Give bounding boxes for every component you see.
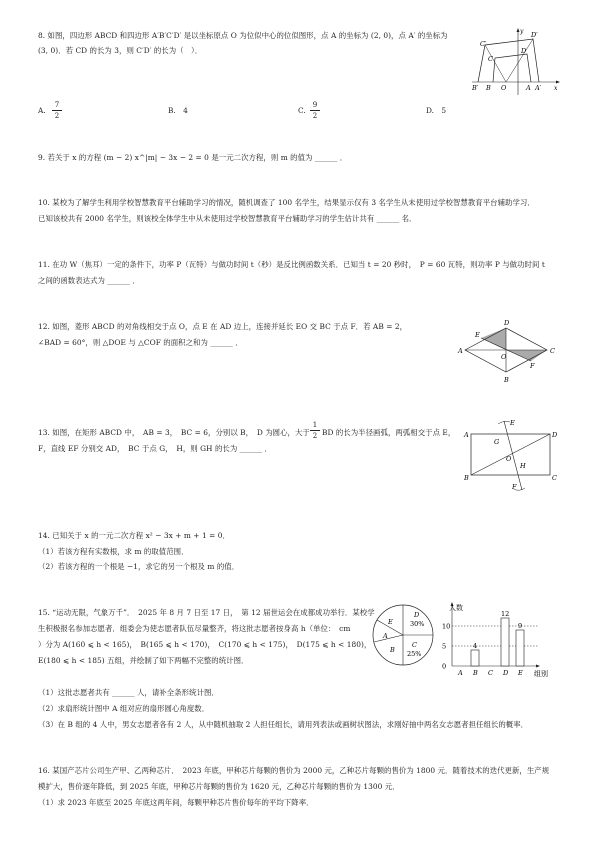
q13-line1b: BD 的长为半径画弧，两弧相交于点 E， [322,428,456,437]
pie-label-D-pct: 30% [410,620,425,628]
q15-line3: ）分为 A(160 ⩽ h < 165)， B(165 ⩽ h < 170)， C(170 ⩽ h < 175)， D(175 ⩽ h < 180)， [38,640,372,649]
q8-option-c: C. [298,106,306,115]
q8-option-a: A. [38,106,46,115]
q8-label-B: B [486,84,491,92]
q8-figure [468,27,560,97]
q8-label-D: D [521,47,527,55]
q9-line1: 9. 若关于 x 的方程 (m − 2) x^|m| − 3x − 2 = 0 是一元二次方程，则 m 的值为 ______ ． [38,153,348,162]
q8-label-C: C [488,55,493,63]
q13-label-H: H [520,462,526,470]
q12-label-B: B [504,376,509,384]
q8-label-D2: D′ [531,31,538,39]
q8-option-d: D. 5 [426,106,447,115]
q15-bar-chart [438,600,550,680]
q13-half-fraction: 1 2 [310,421,320,440]
q13-line2: F，直线 EF 分别交 AD， BC 于点 G， H，则 GH 的长为 ______ ． [38,444,272,453]
q13-label-D: D [552,431,558,439]
bar-D [501,618,509,666]
q12-label-A: A [458,347,463,355]
bar-x-tick-B: B [473,669,478,677]
q14-line1: 14. 已知关于 x 的一元二次方程 x² − 3x + m + 1 = 0． [38,531,230,540]
q8-label-C2: C′ [480,40,487,48]
q8-option-b: B. 4 [168,106,188,115]
q12-label-E: E [475,331,480,339]
q12-label-D: D [504,319,510,327]
q16-line1: 16. 某国产芯片公司生产甲、乙两种芯片． 2023 年底，甲种芯片每颗的售价为 2000 元，乙种芯片每颗的售价为 1800 元．随着技术的迭代更新，生产规 [38,766,550,775]
q12-label-O: O [501,353,507,361]
pie-label-D: D [414,611,420,619]
q10-line1: 10. 某校为了解学生利用学校智慧教育平台辅助学习的情况，随机调查了 100 名学生，结果显示仅有 3 名学生从未使用过学校智慧教育平台辅助学习． [38,198,535,207]
q13-label-C: C [552,474,557,482]
pie-label-C: C [412,641,417,649]
bar-value-E: 9 [518,622,523,630]
q16-line2: 模扩大，售价逐年降低，到 2025 年底，甲种芯片每颗的售价为 1620 元，乙种芯片每颗的售价为 1300 元． [38,782,400,791]
q12-line2: ∠BAD = 60°，则 △DOE 与 △COF 的面积之和为 ______ ． [38,338,243,347]
q8-line2: (3, 0)．若 CD 的长为 3，则 C′D′ 的长为（ ）． [38,46,203,55]
pie-label-B: B [390,646,395,654]
q8-label-x: x [554,85,558,92]
bar-B [471,650,479,666]
q15-pie-chart [370,602,436,668]
q12-label-F: F [530,362,535,370]
q8-line1: 8. 如图，四边形 ABCD 和四边形 A′B′C′D′ 是以坐标原点 O 为位似中心的位似图形，点 A 的坐标为 (2, 0)，点 A′ 的坐标为 [38,31,448,40]
q14-line2: （1）若该方程有实数根，求 m 的取值范围． [38,547,189,556]
bar-x-axis-title: 组别 [534,670,548,678]
q8-label-A: A [526,84,531,92]
q8-label-O: O [501,84,507,92]
q15-sub2: （2）求扇形统计图中 A 组对应的扇形圆心角度数． [38,704,210,713]
q13-label-O: O [506,455,512,463]
bar-y-tick-5: 5 [442,642,447,651]
pie-label-A: A [383,632,388,640]
bar-y-tick-10: 10 [442,622,451,631]
q12-line1: 12. 如图，菱形 ABCD 的对角线相交于点 O，点 E 在 AD 边上，连接并延长 EO 交 BC 于点 F．若 AB = 2， [38,322,408,331]
bar-y-tick-0: 0 [442,662,447,671]
bar-value-B: 4 [473,642,478,650]
pie-label-C-pct: 25% [407,650,422,658]
bar-x-tick-C: C [488,669,493,677]
q15-line4: E(180 ⩽ h < 185) 五组，并绘制了如下两幅不完整的统计图． [38,656,249,665]
q13-label-E: E [510,419,515,427]
q8-option-a-fraction: 7 2 [52,101,62,120]
bar-x-tick-E: E [518,669,523,677]
q11-line2: 之间的函数表达式为 ______ ． [38,276,140,285]
q8-label-A2: A′ [535,84,542,92]
q13-label-F: F [512,483,517,491]
q8-option-c-fraction: 9 2 [310,101,320,120]
q8-label-y: y [520,28,524,35]
q13-figure [460,418,560,494]
pie-label-E: E [388,618,393,626]
q15-line2: 生积极报名参加志愿者．组委会为使志愿者队伍尽量整齐，将这批志愿者按身高 h（单位： cm [38,624,351,633]
q13-label-A: A [464,431,469,439]
q13-line1a: 13. 如图，在矩形 ABCD 中， AB = 3， BC = 6，分别以 B， D 为圆心，大于 [38,428,310,437]
q10-line2: 已知该校共有 2000 名学生，则该校全体学生中从未使用过学校智慧教育平台辅助学习的学生估计共有 ______ 名． [38,214,417,223]
q8-label-B2: B′ [472,84,479,92]
q13-label-B: B [464,474,469,482]
q13-label-G: G [494,438,500,446]
bar-y-axis-title: 人数 [449,604,463,612]
q15-sub1: （1）这批志愿者共有 ______ 人，请补全条形统计图． [38,688,219,697]
bar-x-tick-D: D [503,669,509,677]
q12-label-C: C [550,347,555,355]
q15-line1: 15. “运动无限，气象万千”． 2025 年 8 月 7 日至 17 日， 第 12 届世运会在成都成功举行．某校学 [38,608,375,617]
q11-line1: 11. 在功 W（焦耳）一定的条件下，功率 P（瓦特）与做功时间 t（秒）是反比例函数关系．已知当 t = 20 秒时， P = 60 瓦特，则功率 P 与做功时间 t [38,260,545,269]
q12-figure [455,316,557,388]
q16-line3: （1）求 2023 年底至 2025 年底这两年间，每颗甲种芯片售价每年的平均下降率． [38,798,314,807]
q15-sub3: （3）在 B 组的 4 人中，男女志愿者各有 2 人，从中随机抽取 2 人担任组长，请用列表法或画树状图法，求刚好抽中两名女志愿者担任组长的概率． [38,720,529,729]
bar-E [516,630,524,666]
bar-x-tick-A: A [458,669,463,677]
q14-line3: （2）若该方程的一个根是 −1，求它的另一个根及 m 的值． [38,562,240,571]
bar-value-D: 12 [501,610,510,618]
